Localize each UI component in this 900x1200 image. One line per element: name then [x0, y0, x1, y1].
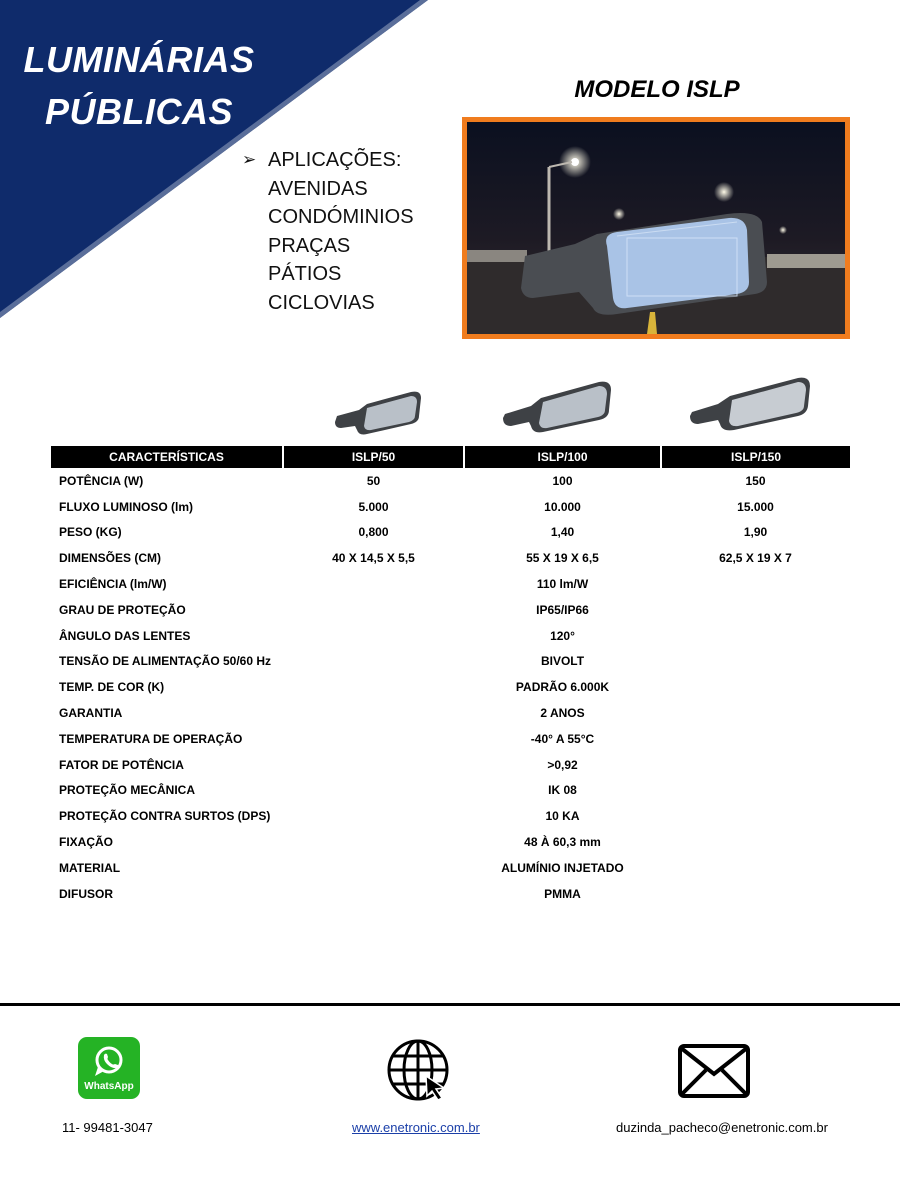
footer-divider: [0, 1003, 900, 1006]
column-header: ISLP/50: [283, 446, 464, 468]
envelope-icon[interactable]: [678, 1044, 750, 1098]
globe-cursor-icon[interactable]: [386, 1038, 452, 1104]
phone-number: 11- 99481-3047: [62, 1120, 153, 1135]
page-title-line2: PÚBLICAS: [44, 91, 233, 132]
table-row: [51, 545, 850, 571]
table-row: [51, 778, 850, 804]
spec-label: PESO (KG): [59, 525, 122, 540]
table-row: [51, 520, 850, 546]
spec-value: 5.000: [358, 499, 389, 514]
spec-label: PROTEÇÃO MECÂNICA: [59, 783, 196, 798]
spec-value: IP65/IP66: [536, 602, 589, 617]
spec-value: IK 08: [548, 783, 577, 798]
product-thumbnail-islp100: [503, 378, 615, 434]
spec-label: GARANTIA: [59, 706, 123, 721]
spec-label: ÂNGULO DAS LENTES: [59, 628, 191, 643]
spec-label: FIXAÇÃO: [59, 835, 113, 850]
application-item: CONDÓMINIOS: [268, 206, 414, 228]
whatsapp-icon[interactable]: [78, 1037, 140, 1099]
spec-label: DIFUSOR: [59, 886, 113, 901]
product-photo: [462, 117, 850, 339]
column-header: CARACTERÍSTICAS: [51, 446, 283, 468]
spec-value: 48 À 60,3 mm: [524, 835, 601, 850]
spec-value: BIVOLT: [540, 654, 585, 669]
spec-label: FATOR DE POTÊNCIA: [59, 757, 184, 772]
spec-label: GRAU DE PROTEÇÃO: [59, 602, 186, 617]
spec-value: 150: [745, 473, 766, 488]
table-row: [51, 752, 850, 778]
table-row: [51, 494, 850, 520]
application-item: PRAÇAS: [268, 234, 351, 257]
table-row: [51, 726, 850, 752]
application-item: CICLOVIAS: [268, 291, 375, 314]
spec-value: 1,40: [550, 525, 575, 540]
whatsapp-label: WhatsApp: [84, 1081, 134, 1092]
spec-label: POTÊNCIA (W): [59, 473, 144, 488]
page-title-line1: LUMINÁRIAS: [23, 39, 255, 80]
spec-value: 62,5 X 19 X 7: [719, 551, 792, 566]
spec-value: 1,90: [743, 525, 768, 540]
spec-label: EFICIÊNCIA (lm/W): [59, 577, 167, 592]
table-row: [51, 803, 850, 829]
table-row: [51, 881, 850, 907]
applications-list: [242, 146, 414, 317]
column-header: ISLP/150: [661, 446, 850, 468]
spec-value: 50: [366, 473, 381, 488]
spec-value: PMMA: [544, 886, 581, 901]
spec-label: PROTEÇÃO CONTRA SURTOS (DPS): [59, 809, 271, 824]
spec-value: ALUMÍNIO INJETADO: [501, 860, 624, 875]
spec-value: 120°: [550, 628, 575, 643]
spec-value: -40° A 55°C: [530, 731, 595, 746]
specs-header-row: [51, 446, 850, 468]
table-row: [51, 829, 850, 855]
spec-value: 0,800: [358, 525, 389, 540]
model-title: MODELO ISLP: [574, 76, 740, 103]
table-row: [51, 855, 850, 881]
arrow-bullet-icon: ➢: [242, 150, 257, 169]
email-address: duzinda_pacheco@enetronic.com.br: [616, 1120, 828, 1135]
spec-value: 10.000: [544, 499, 581, 514]
spec-value: 40 X 14,5 X 5,5: [332, 551, 415, 566]
table-row: [51, 674, 850, 700]
spec-label: MATERIAL: [59, 860, 121, 875]
table-row: [51, 700, 850, 726]
spec-value: 110 lm/W: [536, 577, 589, 592]
product-thumbnail-islp50: [333, 388, 425, 436]
spec-label: DIMENSÕES (CM): [59, 551, 161, 566]
spec-value: >0,92: [547, 757, 578, 772]
spec-value: 10 KA: [545, 809, 580, 824]
table-row: [51, 623, 850, 649]
spec-value: PADRÃO 6.000K: [515, 680, 610, 695]
spec-label: TEMP. DE COR (K): [59, 680, 165, 695]
spec-value: 100: [552, 473, 573, 488]
table-row: [51, 468, 850, 494]
table-row: [51, 597, 850, 623]
spec-label: TENSÃO DE ALIMENTAÇÃO 50/60 Hz: [59, 654, 272, 669]
product-thumbnail-islp150: [690, 374, 814, 432]
applications-heading: APLICAÇÕES:: [268, 149, 402, 171]
spec-label: FLUXO LUMINOSO (lm): [59, 499, 193, 514]
spec-value: 55 X 19 X 6,5: [526, 551, 599, 566]
website-link[interactable]: www.enetronic.com.br: [352, 1120, 480, 1135]
table-row: [51, 571, 850, 597]
spec-value: 15.000: [737, 499, 774, 514]
spec-value: 2 ANOS: [540, 706, 585, 721]
application-item: PÁTIOS: [268, 263, 342, 285]
specs-table: [51, 446, 850, 907]
application-item: AVENIDAS: [268, 177, 368, 200]
page-title: [14, 34, 264, 138]
spec-label: TEMPERATURA DE OPERAÇÃO: [59, 731, 243, 746]
table-row: [51, 649, 850, 675]
column-header: ISLP/100: [464, 446, 661, 468]
